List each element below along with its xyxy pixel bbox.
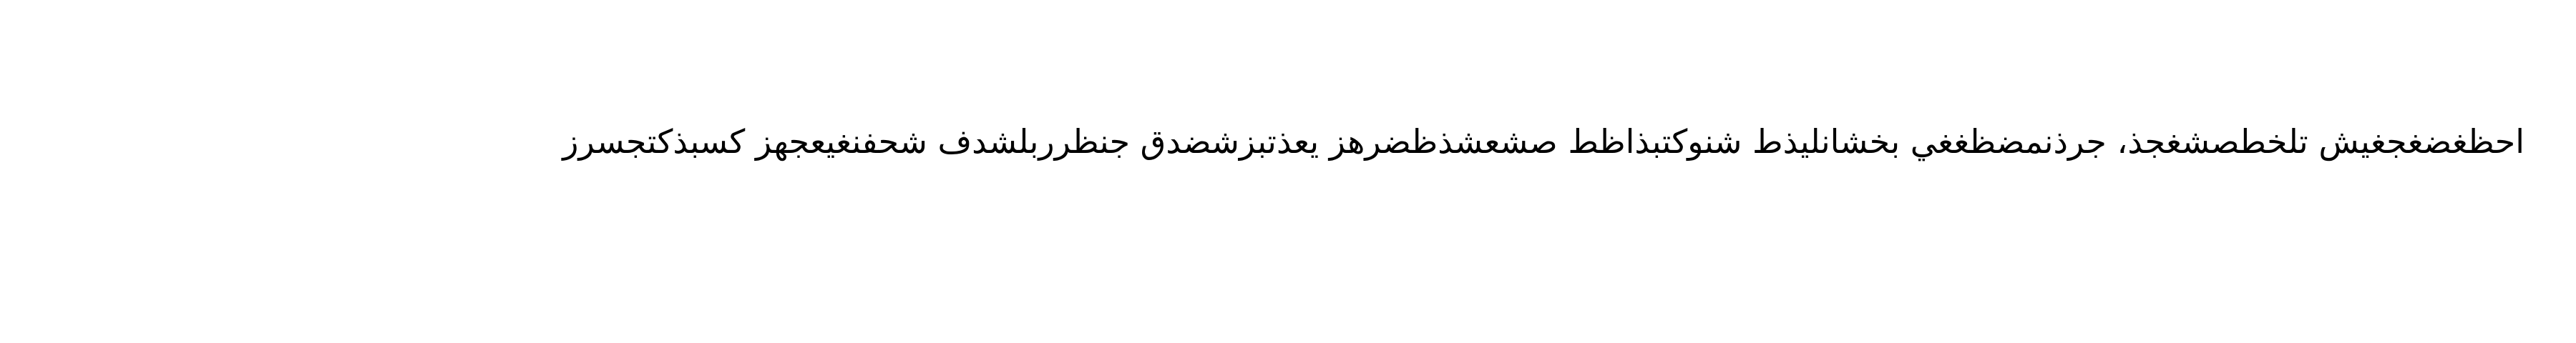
text-line: احظغضغجغيش تلخطصشغجذ، جرذنمضظغغي بخشانليذط شنوكتبذاظط صشعشذظضرهز يعذتبزشضدق جنظرربلشدف شحفنغيعجهز كسبذكتجسرز [562, 122, 2524, 161]
